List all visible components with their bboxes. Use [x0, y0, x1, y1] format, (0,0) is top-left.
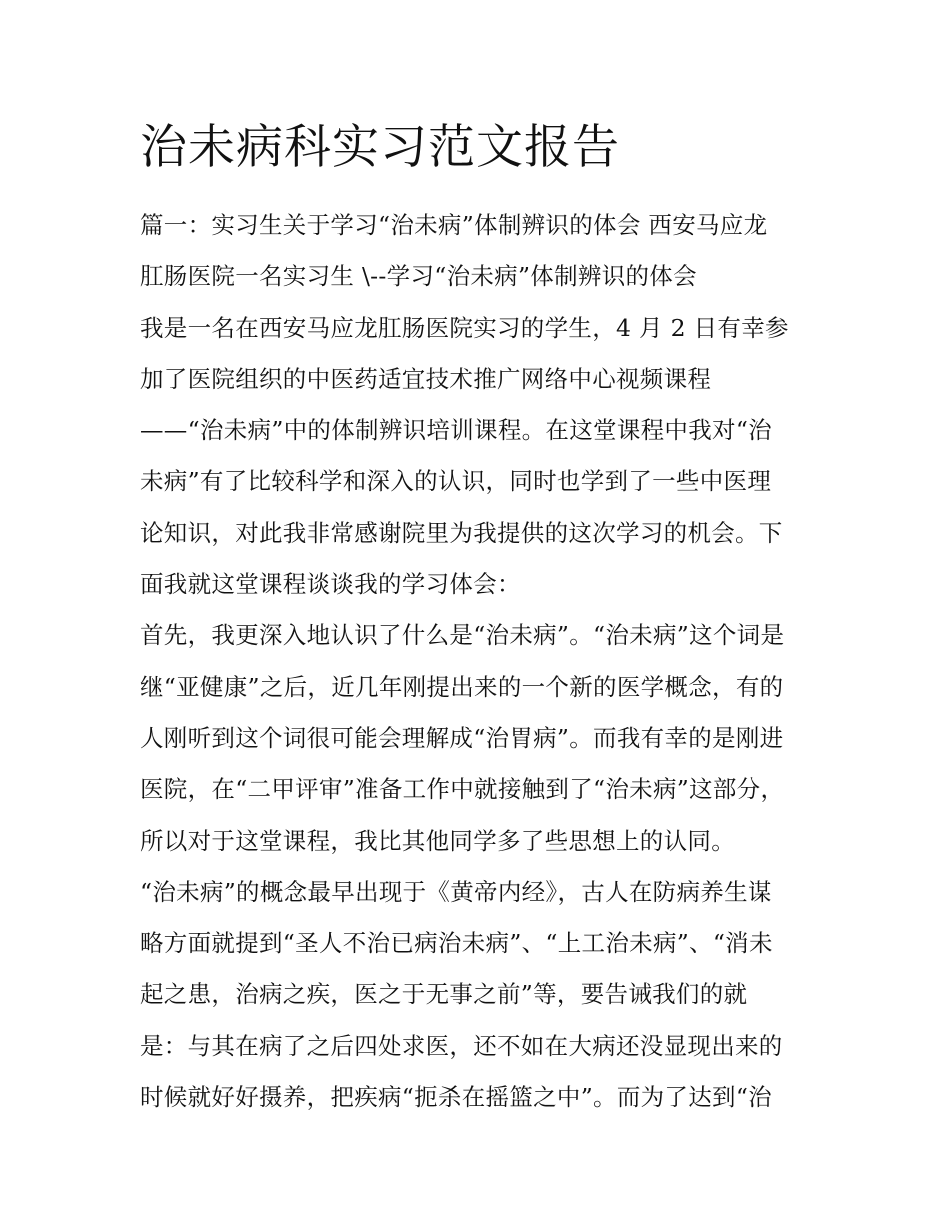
text-line-15: 略方面就提到“圣人不治已病治未病”、“上工治未病”、“消未 [140, 929, 773, 958]
text-line-2: 肛肠医院一名实习生 \--学习“治未病”体制辨识的体会 [140, 262, 697, 291]
text-line-8: 面我就这堂课程谈谈我的学习体会： [140, 570, 521, 599]
text-line-10: 继“亚健康”之后，近几年刚提出来的一个新的医学概念，有的 [140, 672, 784, 701]
text-line-3: 我是一名在西安马应龙肛肠医院实习的学生，4 月 2 日有幸参 [140, 313, 789, 342]
text-line-4: 加了医院组织的中医药适宜技术推广网络中心视频课程 [140, 364, 712, 393]
text-line-14: “治未病”的概念最早出现于《黄帝内经》，古人在防病养生谋 [140, 877, 772, 906]
text-line-9: 首先，我更深入地认识了什么是“治未病”。“治未病”这个词是 [140, 621, 785, 650]
text-line-11: 人刚听到这个词很可能会理解成“治胃病”。而我有幸的是刚进 [140, 723, 784, 752]
text-line-7: 论知识，对此我非常感谢院里为我提供的这次学习的机会。下 [140, 518, 783, 547]
text-line-17: 是：与其在病了之后四处求医，还不如在大病还没显现出来的 [140, 1031, 783, 1060]
text-line-12: 医院，在“二甲评审”准备工作中就接触到了“治未病”这部分， [140, 775, 785, 804]
document-title: 治未病科实习范文报告 [140, 120, 620, 175]
text-line-18: 时候就好好摄养，把疾病“扼杀在摇篮之中”。而为了达到“治 [140, 1083, 772, 1112]
document-body [140, 118, 820, 1123]
text-line-6: 未病”有了比较科学和深入的认识，同时也学到了一些中医理 [140, 467, 772, 496]
text-line-16: 起之患，治病之疾，医之于无事之前”等，要告诫我们的就 [140, 980, 748, 1009]
text-line-13: 所以对于这堂课程，我比其他同学多了些思想上的认同。 [140, 826, 735, 855]
text-line-1: 篇一：实习生关于学习“治未病”体制辨识的体会 西安马应龙 [140, 211, 768, 239]
text-line-5: ——“治未病”中的体制辨识培训课程。在这堂课程中我对“治 [140, 416, 772, 445]
